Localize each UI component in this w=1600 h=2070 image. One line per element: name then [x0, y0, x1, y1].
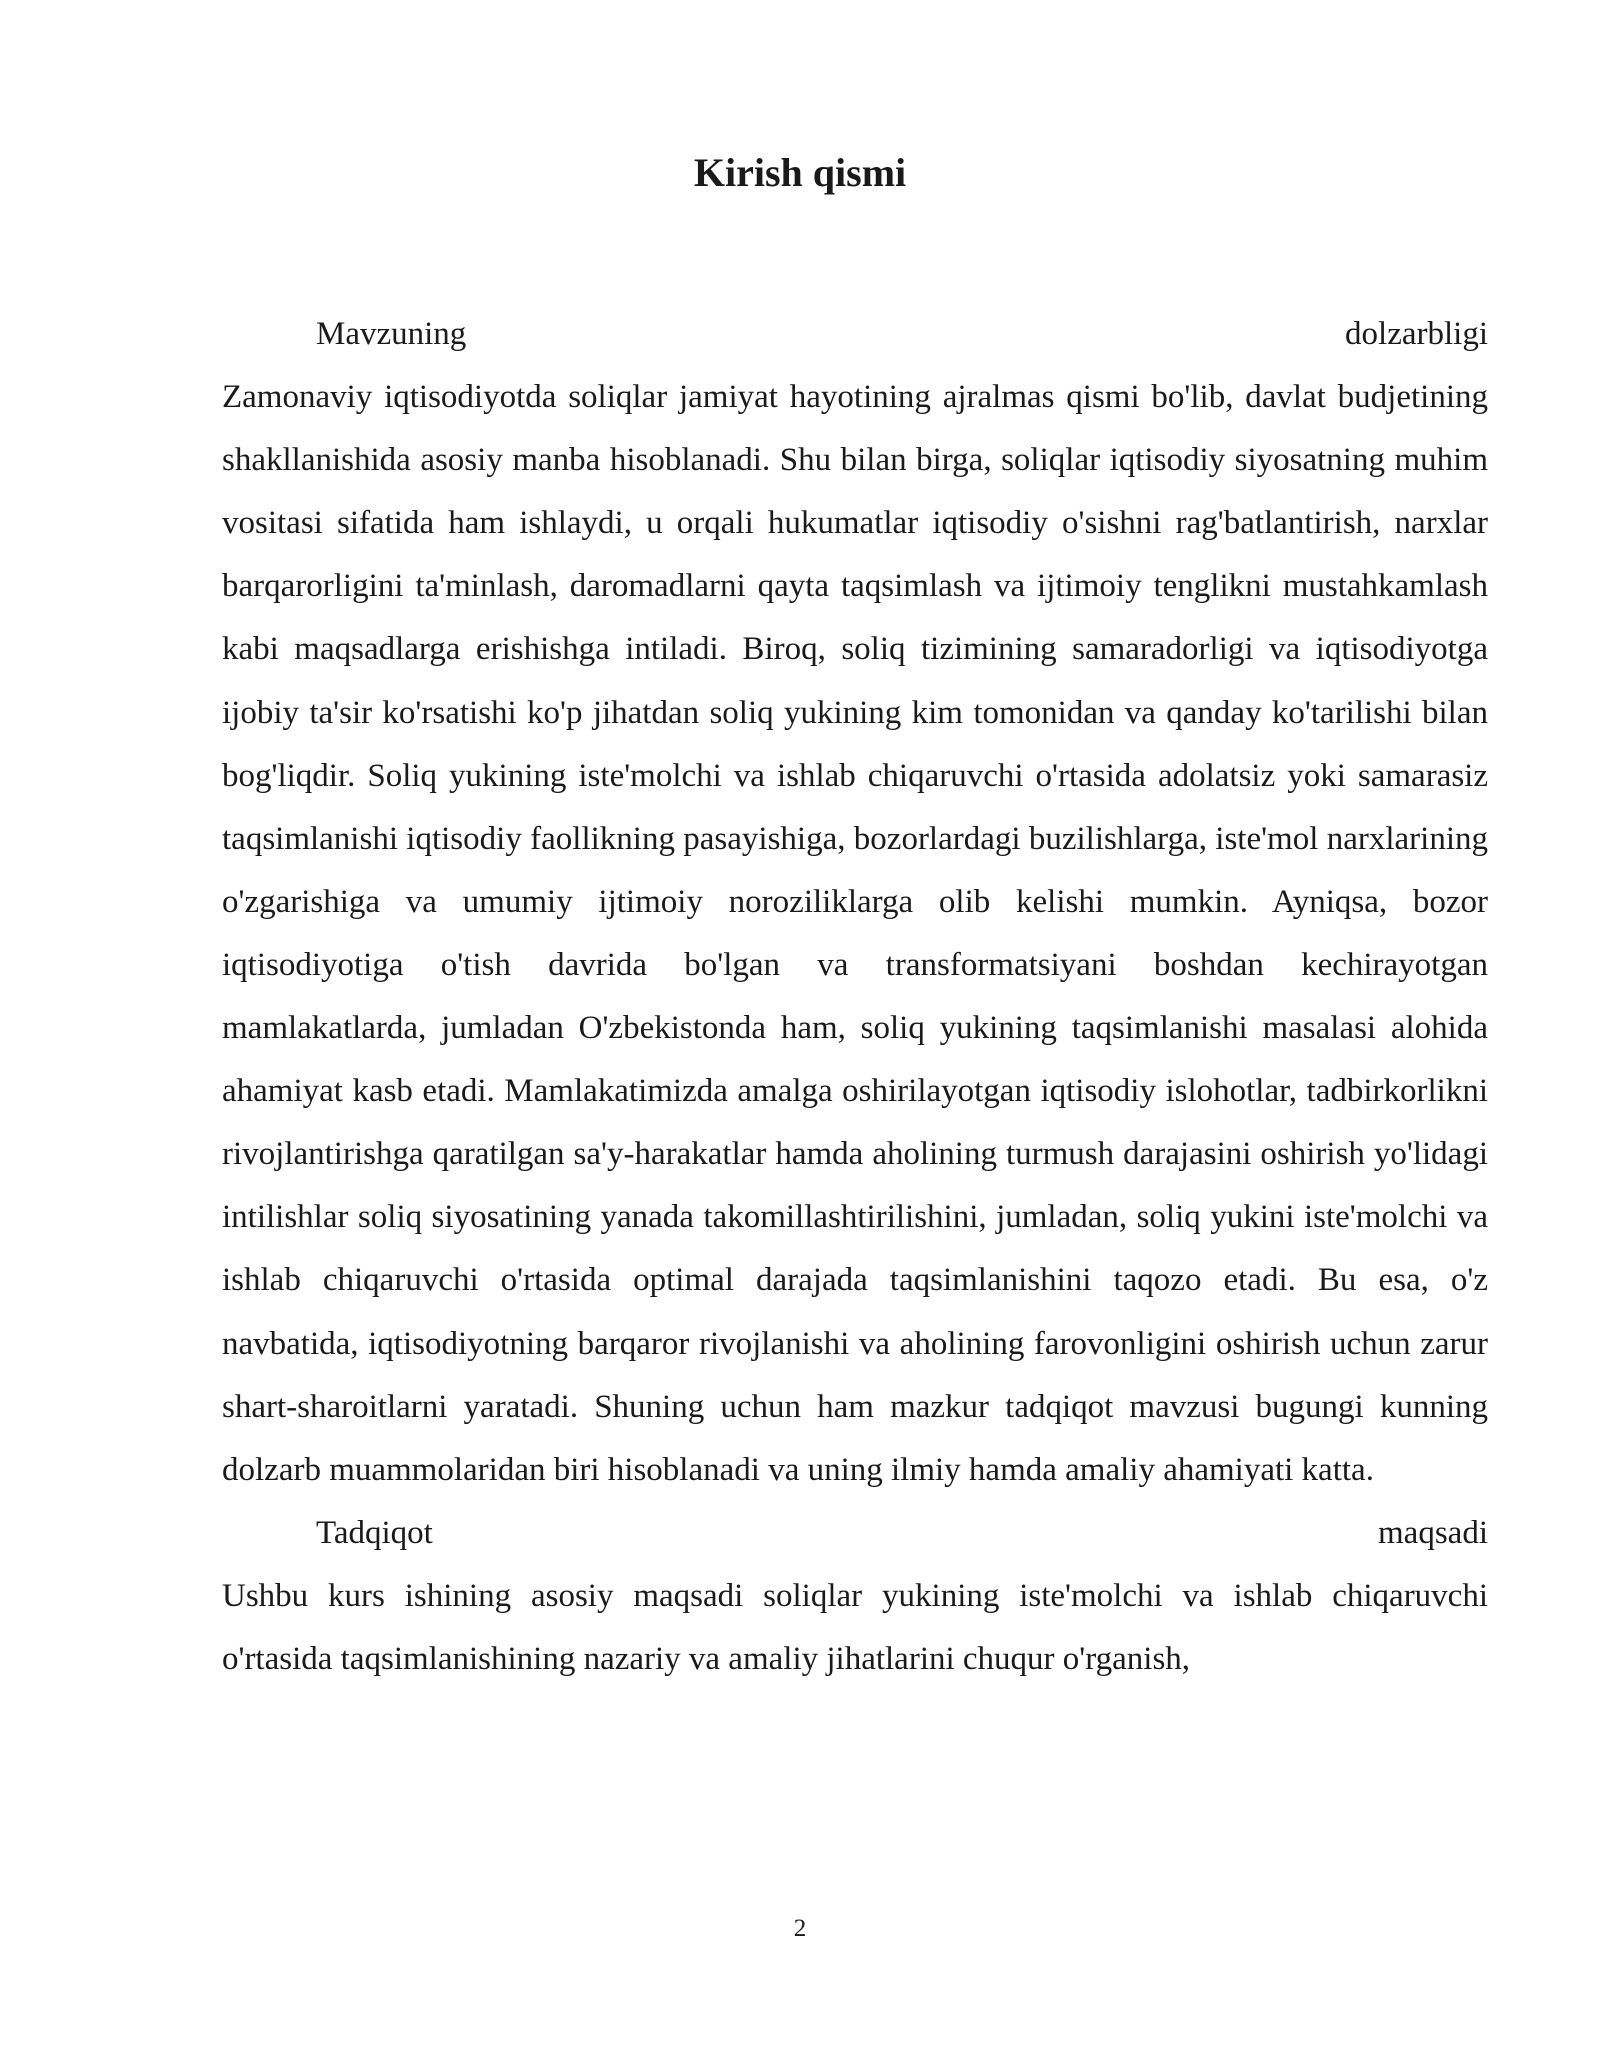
page-title: Kirish qismi	[693, 150, 907, 195]
section-heading-relevance	[222, 303, 1488, 366]
section-heading-right: maqsadi	[1378, 1514, 1488, 1551]
paragraph-goal: Ushbu kurs ishining asosiy maqsadi soliqlar yukining iste'molchi va ishlab chiqaruvchi o'rtasida taqsimlanishining nazariy va amaliy jihatlarini chuqur o'rganish,	[222, 1577, 1488, 1677]
page-number: 2	[793, 1915, 807, 1942]
section-heading-left: Mavzuning	[316, 316, 467, 352]
paragraph-relevance: Zamonaviy iqtisodiyotda soliqlar jamiyat hayotining ajralmas qismi bo'lib, davlat budjetining shakllanishida asosiy manba hisoblanadi. Shu bilan birga, soliqlar iqtisodiy siyosatning muhim vositasi sifatida ham ishlaydi, u orqali hukumatlar iqtisodiy o'sishni rag'batlantirish, narxlar barqarorligini ta'minlash, daromadlarni qayta taqsimlash va ijtimoiy tenglikni mustahkamlash kabi maqsadlarga erishishga intiladi. Biroq, soliq tizimining samaradorligi va iqtisodiyotga ijobiy ta'sir ko'rsatishi ko'p jihatdan soliq yukining kim tomonidan va qanday ko'tarilishi bilan bog'liqdir. Soliq yukining iste'molchi va ishlab chiqaruvchi o'rtasida adolatsiz yoki samarasiz taqsimlanishi iqtisodiy faollikning pasayishiga, bozorlardagi buzilishlarga, iste'mol narxlarining o'zgarishiga va umumiy ijtimoiy noroziliklarga olib kelishi mumkin. Ayniqsa, bozor iqtisodiyotiga o'tish davrida bo'lgan va transformatsiyani boshdan kechirayotgan mamlakatlarda, jumladan O'zbekistonda ham, soliq yukining taqsimlanishi masalasi alohida ahamiyat kasb etadi. Mamlakatimizda amalga oshirilayotgan iqtisodiy islohotlar, tadbirkorlikni rivojlantirishga qaratilgan sa'y-harakatlar hamda aholining turmush darajasini oshirish yo'lidagi intilishlar soliq siyosatining yanada takomillashtirilishini, jumladan, soliq yukini iste'molchi va ishlab chiqaruvchi o'rtasida optimal darajada taqsimlanishini taqozo etadi. Bu esa, o'z navbatida, iqtisodiyotning barqaror rivojlanishi va aholining farovonligini oshirish uchun zarur shart-sharoitlarni yaratadi. Shuning uchun ham mazkur tadqiqot mavzusi bugungi kunning dolzarb muammolaridan biri hisoblanadi va uning ilmiy hamda amaliy ahamiyati katta.	[222, 379, 1488, 1488]
body-text	[222, 303, 1488, 1691]
section-heading-goal	[222, 1502, 1488, 1565]
section-heading-right: dolzarbligi	[1345, 316, 1488, 352]
section-heading-left: Tadqiqot	[316, 1514, 433, 1551]
